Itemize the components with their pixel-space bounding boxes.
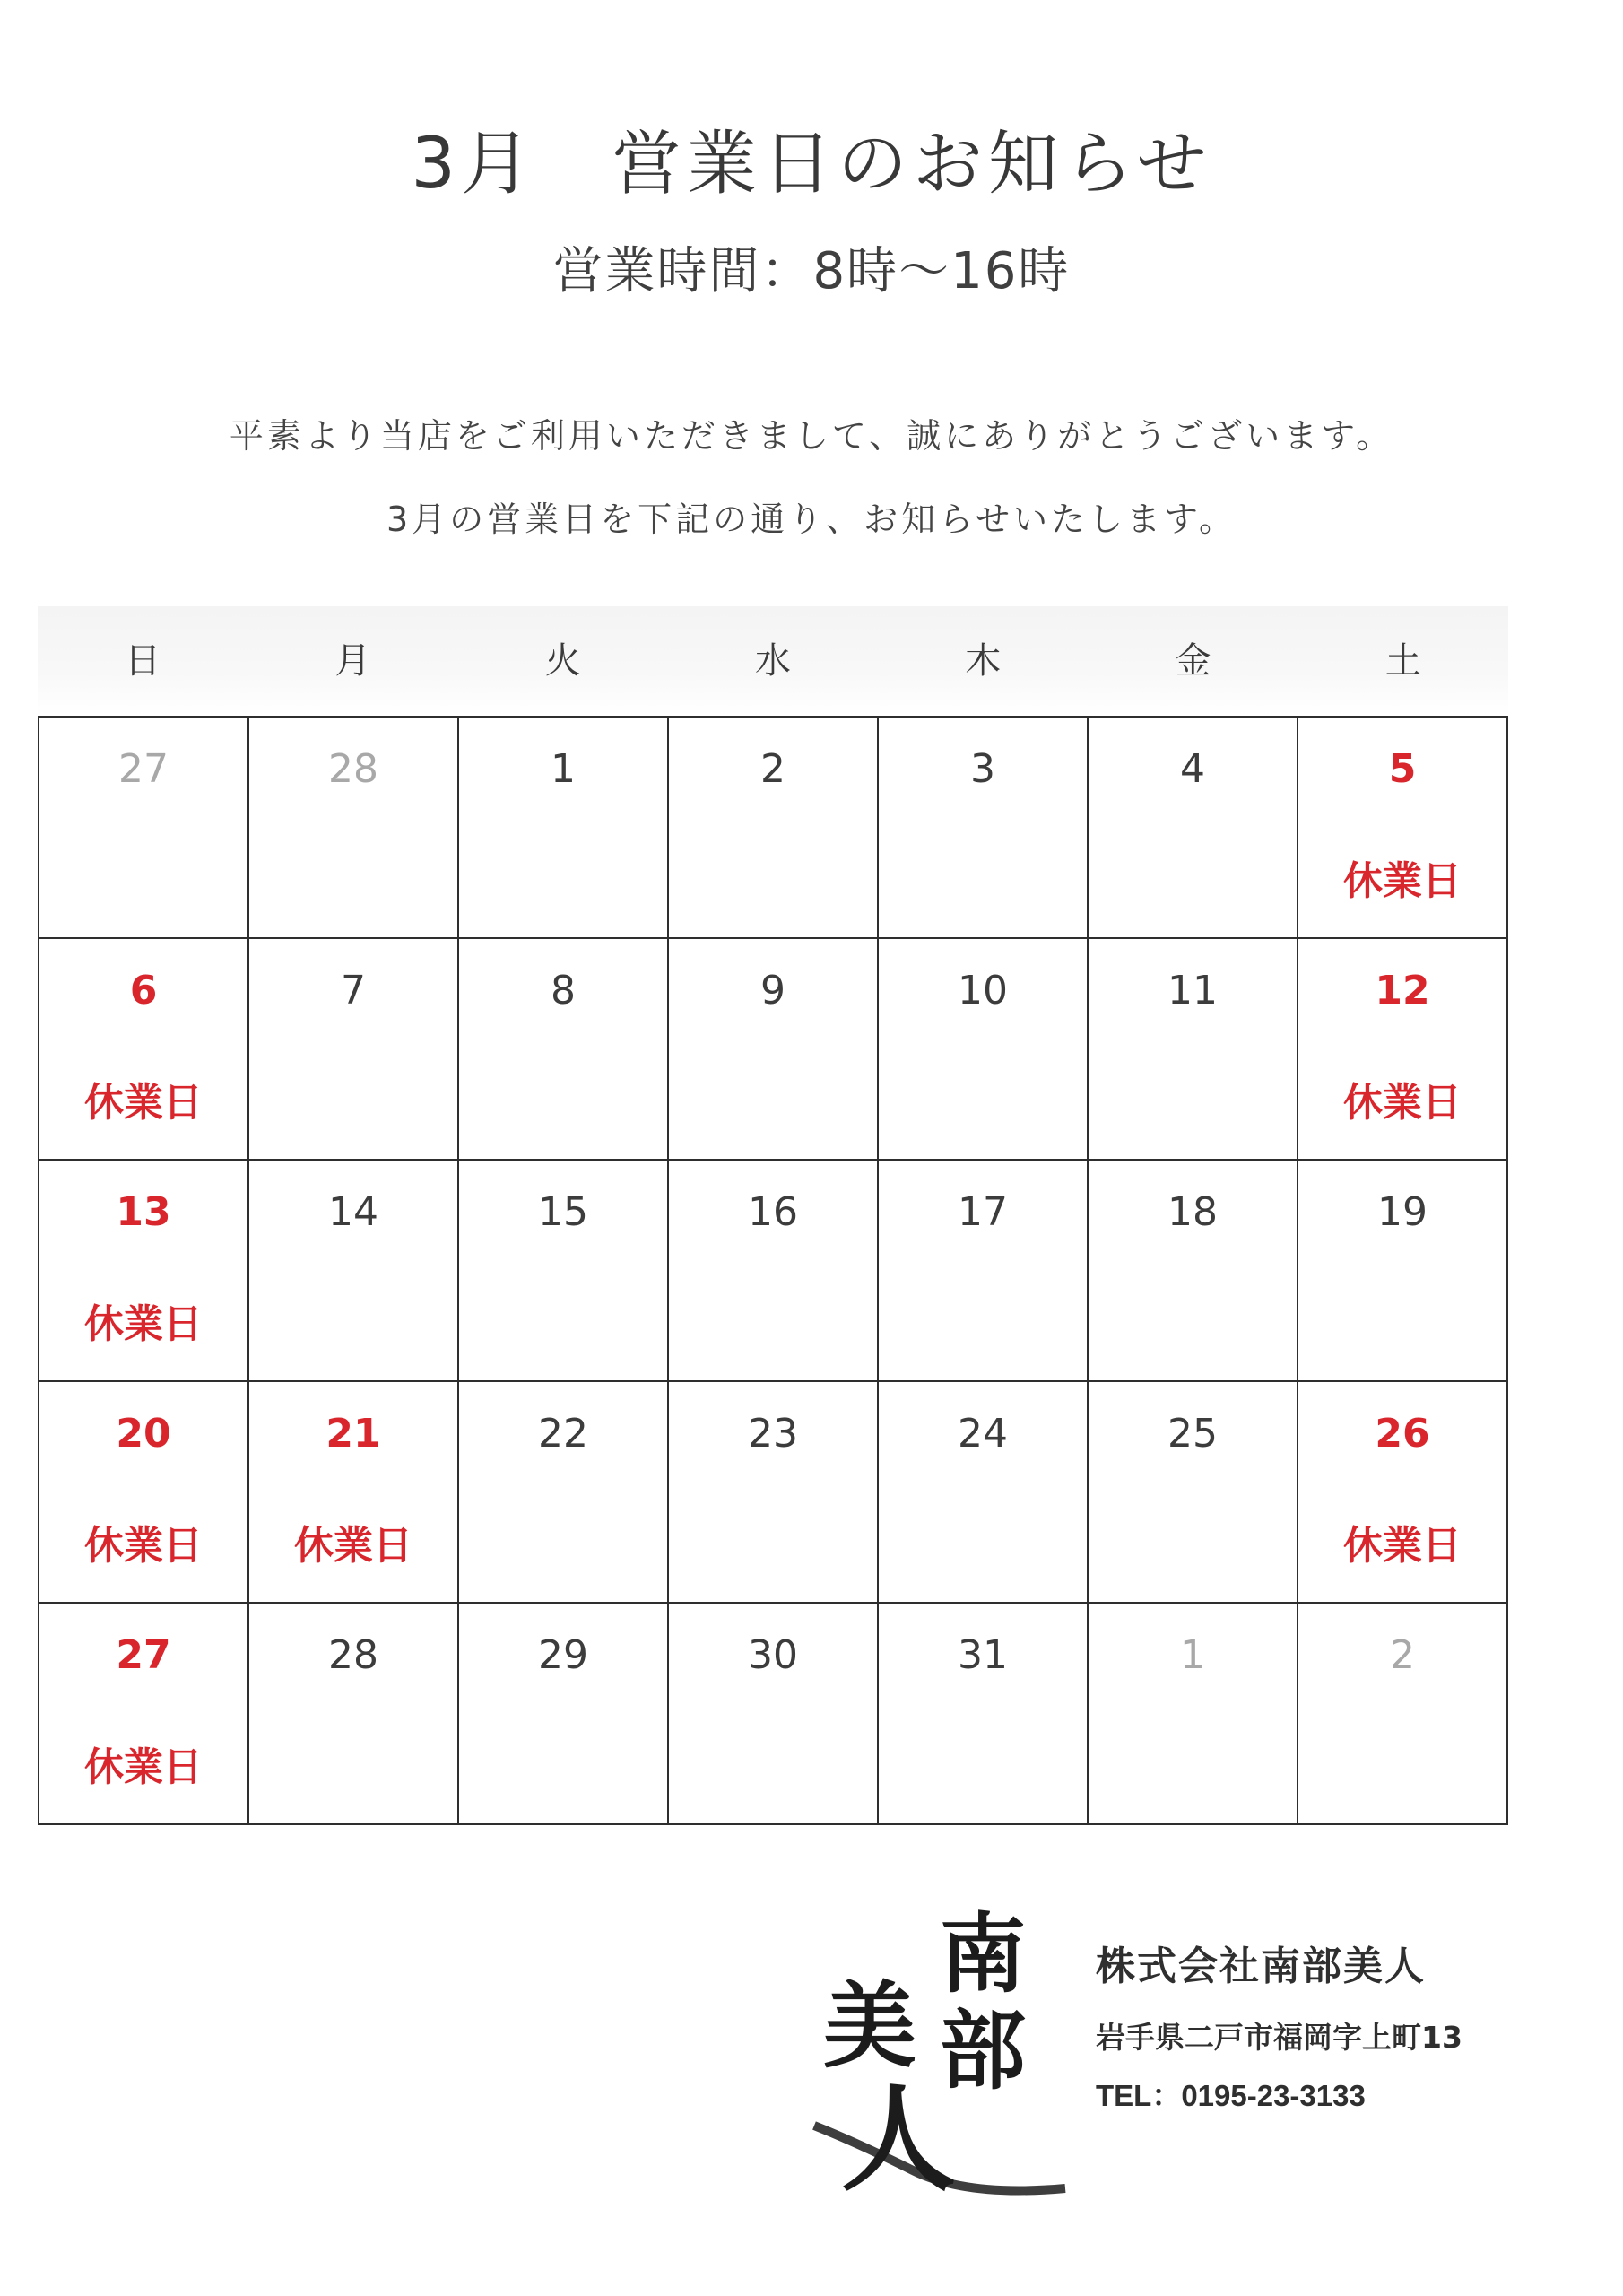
calendar-day-cell	[668, 938, 878, 1160]
day-number: 10	[958, 968, 1008, 1013]
calendar-day-cell	[458, 1381, 668, 1603]
day-number: 27	[118, 746, 169, 792]
day-number: 28	[328, 746, 378, 792]
day-number: 24	[958, 1411, 1008, 1457]
logo-char-4: 人	[841, 2073, 957, 2197]
day-number: 26	[1375, 1411, 1430, 1457]
day-number: 27	[116, 1632, 171, 1678]
logo-char-3: 美	[823, 1970, 917, 2081]
calendar-day-cell	[39, 938, 248, 1160]
closed-label: 休業日	[84, 1744, 203, 1790]
day-number: 11	[1167, 968, 1218, 1013]
day-number: 12	[1375, 968, 1430, 1013]
closed-label: 休業日	[1343, 1080, 1462, 1126]
day-number: 8	[551, 968, 576, 1013]
day-number: 31	[958, 1632, 1008, 1678]
company-name: 株式会社南部美人	[1096, 1944, 1426, 1989]
calendar-day-cell	[39, 1381, 248, 1603]
closed-label: 休業日	[84, 1301, 203, 1347]
closed-label: 休業日	[1343, 858, 1462, 904]
weekday-tue: 火	[544, 640, 581, 682]
day-number: 2	[760, 746, 785, 792]
calendar-week-row	[39, 1603, 1507, 1824]
day-number: 6	[129, 968, 158, 1013]
day-number: 19	[1377, 1189, 1428, 1235]
calendar-day-cell	[1088, 1603, 1298, 1824]
day-number: 9	[760, 968, 785, 1013]
weekday-thu: 木	[965, 640, 1002, 682]
day-number: 1	[1180, 1632, 1205, 1678]
weekday-wed: 水	[754, 640, 791, 682]
calendar-day-cell	[458, 717, 668, 938]
closed-label: 休業日	[1343, 1523, 1462, 1569]
nanbu-bijin-logo	[805, 1901, 1074, 2197]
calendar-grid	[38, 716, 1508, 1825]
calendar-day-cell	[1298, 1603, 1507, 1824]
closed-label: 休業日	[84, 1523, 203, 1569]
calendar-day-cell	[1088, 1381, 1298, 1603]
day-number: 5	[1388, 746, 1417, 792]
calendar-day-cell	[1298, 1381, 1507, 1603]
calendar-day-cell	[1088, 1160, 1298, 1381]
company-info	[1096, 1934, 1462, 2115]
calendar-day-cell	[878, 717, 1088, 938]
calendar-day-cell	[1298, 1160, 1507, 1381]
day-number: 13	[116, 1189, 171, 1235]
closed-label: 休業日	[294, 1523, 412, 1569]
day-number: 17	[958, 1189, 1008, 1235]
logo-char-1: 南	[940, 1903, 1026, 2005]
day-number: 22	[538, 1411, 588, 1457]
day-number: 21	[325, 1411, 381, 1457]
day-number: 29	[538, 1632, 588, 1678]
calendar-day-cell	[248, 717, 458, 938]
calendar-day-cell	[668, 1381, 878, 1603]
weekday-sun: 日	[125, 640, 161, 682]
calendar-day-cell	[39, 1603, 248, 1824]
calendar-day-cell	[668, 1160, 878, 1381]
day-number: 16	[748, 1189, 798, 1235]
calendar-week-row	[39, 938, 1507, 1160]
weekday-sat: 土	[1384, 640, 1421, 682]
calendar-day-cell	[248, 1603, 458, 1824]
calendar-day-cell	[878, 1603, 1088, 1824]
calendar-day-cell	[458, 938, 668, 1160]
day-number: 18	[1167, 1189, 1218, 1235]
calendar-week-row	[39, 1381, 1507, 1603]
calendar-day-cell	[1298, 938, 1507, 1160]
day-number: 23	[748, 1411, 798, 1457]
calendar-day-cell	[248, 938, 458, 1160]
day-number: 25	[1167, 1411, 1218, 1457]
calendar-day-cell	[39, 717, 248, 938]
weekday-header	[38, 606, 1508, 716]
calendar-week-row	[39, 1160, 1507, 1381]
calendar-day-cell	[458, 1160, 668, 1381]
calendar-day-cell	[668, 717, 878, 938]
calendar-week-row	[39, 717, 1507, 938]
calendar-day-cell	[1298, 717, 1507, 938]
day-number: 15	[538, 1189, 588, 1235]
calendar-day-cell	[1088, 717, 1298, 938]
logo-char-2: 部	[940, 2000, 1026, 2101]
calendar-day-cell	[878, 938, 1088, 1160]
weekday-fri: 金	[1175, 640, 1211, 682]
calendar-day-cell	[668, 1603, 878, 1824]
page-title: 3月 営業日のお知らせ	[411, 124, 1212, 204]
day-number: 2	[1390, 1632, 1415, 1678]
day-number: 4	[1180, 746, 1205, 792]
calendar-day-cell	[39, 1160, 248, 1381]
day-number: 20	[116, 1411, 171, 1457]
day-number: 30	[748, 1632, 798, 1678]
business-hours: 営業時間：8時〜16時	[552, 242, 1071, 300]
weekday-mon: 月	[334, 640, 371, 682]
day-number: 7	[341, 968, 366, 1013]
calendar-day-cell	[878, 1160, 1088, 1381]
company-tel: TEL：0195-23-3133	[1096, 2079, 1366, 2112]
company-address: 岩手県二戸市福岡字上町13	[1096, 2020, 1462, 2055]
calendar-day-cell	[1088, 938, 1298, 1160]
calendar-day-cell	[248, 1160, 458, 1381]
greeting-line: 平素より当店をご利用いただきまして、誠にありがとうございます。	[229, 416, 1394, 456]
calendar-day-cell	[878, 1381, 1088, 1603]
closed-label: 休業日	[84, 1080, 203, 1126]
day-number: 3	[970, 746, 995, 792]
notice-line: 3月の営業日を下記の通り、お知らせいたします。	[386, 500, 1237, 539]
day-number: 28	[328, 1632, 378, 1678]
day-number: 14	[328, 1189, 378, 1235]
calendar-day-cell	[458, 1603, 668, 1824]
calendar-day-cell	[248, 1381, 458, 1603]
day-number: 1	[551, 746, 576, 792]
